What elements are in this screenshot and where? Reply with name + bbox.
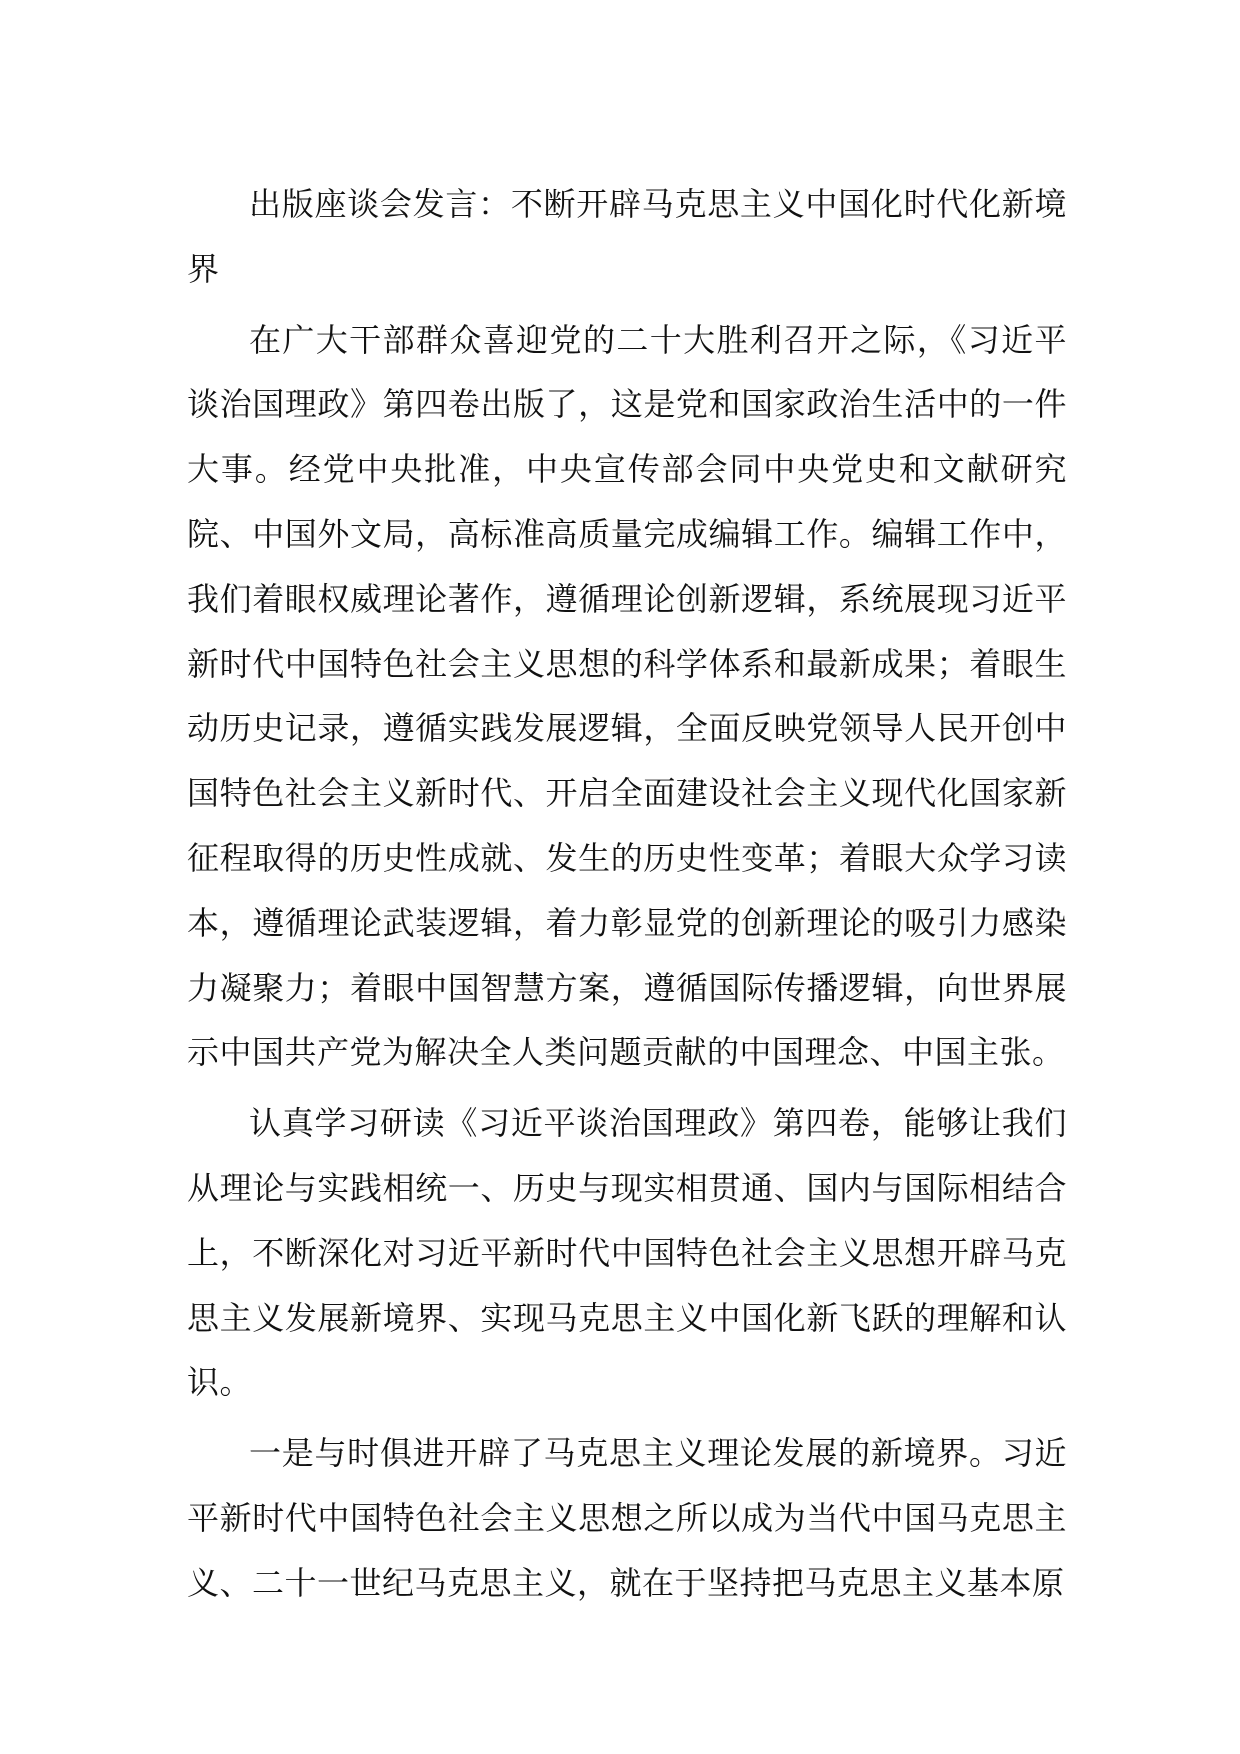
- body-paragraph-2: 认真学习研读《习近平谈治国理政》第四卷，能够让我们从理论与实践相统一、历史与现实相贯通、国内与国际相结合上，不断深化对习近平新时代中国特色社会主义思想开辟马克思主义发展新境界、实现马克思主义中国化新飞跃的理解和认识。: [187, 1104, 1067, 1402]
- document-title: 出版座谈会发言：不断开辟马克思主义中国化时代化新境界: [187, 185, 1067, 288]
- body-paragraph-3: 一是与时俱进开辟了马克思主义理论发展的新境界。习近平新时代中国特色社会主义思想之所以成为当代中国马克思主义、二十一世纪马克思主义，就在于坚持把马克思主义基本原: [187, 1434, 1067, 1602]
- document-body: [187, 172, 1067, 1622]
- body-paragraph-1: 在广大干部群众喜迎党的二十大胜利召开之际，《习近平谈治国理政》第四卷出版了，这是党和国家政治生活中的一件大事。经党中央批准，中央宣传部会同中央党史和文献研究院、中国外文局，高标准高质量完成编辑工作。编辑工作中，我们着眼权威理论著作，遵循理论创新逻辑，系统展现习近平新时代中国特色社会主义思想的科学体系和最新成果；着眼生动历史记录，遵循实践发展逻辑，全面反映党领导人民开创中国特色社会主义新时代、开启全面建设社会主义现代化国家新征程取得的历史性成就、发生的历史性变革；着眼大众学习读本，遵循理论武装逻辑，着力彰显党的创新理论的吸引力感染力凝聚力；着眼中国智慧方案，遵循国际传播逻辑，向世界展示中国共产党为解决全人类问题贡献的中国理念、中国主张。: [187, 320, 1067, 1072]
